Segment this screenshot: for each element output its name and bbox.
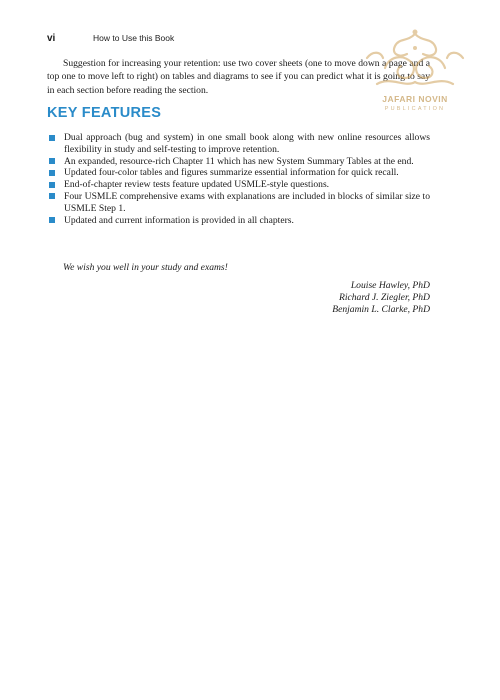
author-name: Richard J. Ziegler, PhD: [338, 292, 430, 303]
feature-item: [47, 215, 430, 227]
author-list: [332, 280, 430, 316]
feature-text: End-of-chapter review tests feature updated USMLE-style questions.: [64, 179, 330, 191]
feature-text: Updated and current information is provided in all chapters.: [64, 214, 294, 226]
ornament-logo-icon: [355, 28, 475, 94]
feature-text: Four USMLE comprehensive exams with explanations are included in blocks of similar size to USMLE Step 1.: [64, 190, 430, 214]
feature-item: [47, 191, 430, 215]
page-number: vi: [47, 33, 56, 44]
feature-text: Updated four-color tables and figures summarize essential information for quick recall.: [64, 167, 399, 179]
feature-item: [47, 132, 430, 156]
feature-item: [47, 167, 430, 179]
feature-item: [47, 156, 430, 168]
watermark-name: JAFARI NOVIN: [382, 94, 448, 104]
square-bullet-icon: [49, 182, 55, 188]
square-bullet-icon: [49, 193, 55, 199]
square-bullet-icon: [49, 158, 55, 164]
closing-line: We wish you well in your study and exams!: [63, 262, 228, 273]
square-bullet-icon: [49, 217, 55, 223]
square-bullet-icon: [49, 135, 55, 141]
intro-paragraph: Suggestion for increasing your retention: use two cover sheets (one to move down a page and a top one to move left to right) on tables and diagrams to see if you can predict what it is going to say in each section before reading the section.: [47, 58, 430, 96]
feature-item: [47, 179, 430, 191]
key-features-list: [47, 132, 430, 226]
publisher-watermark: [355, 28, 475, 120]
author-name: Benjamin L. Clarke, PhD: [332, 304, 430, 315]
feature-text: An expanded, resource-rich Chapter 11 which has new System Summary Tables at the end.: [64, 155, 414, 167]
square-bullet-icon: [49, 170, 55, 176]
feature-text: Dual approach (bug and system) in one small book along with new online resources allows flexibility in study and self-testing to improve retention.: [64, 132, 430, 155]
author-name: Louise Hawley, PhD: [350, 280, 430, 291]
key-features-heading: KEY FEATURES: [47, 105, 162, 121]
watermark-subtitle: PUBLICATION: [384, 106, 446, 112]
running-title: How to Use this Book: [93, 33, 175, 43]
